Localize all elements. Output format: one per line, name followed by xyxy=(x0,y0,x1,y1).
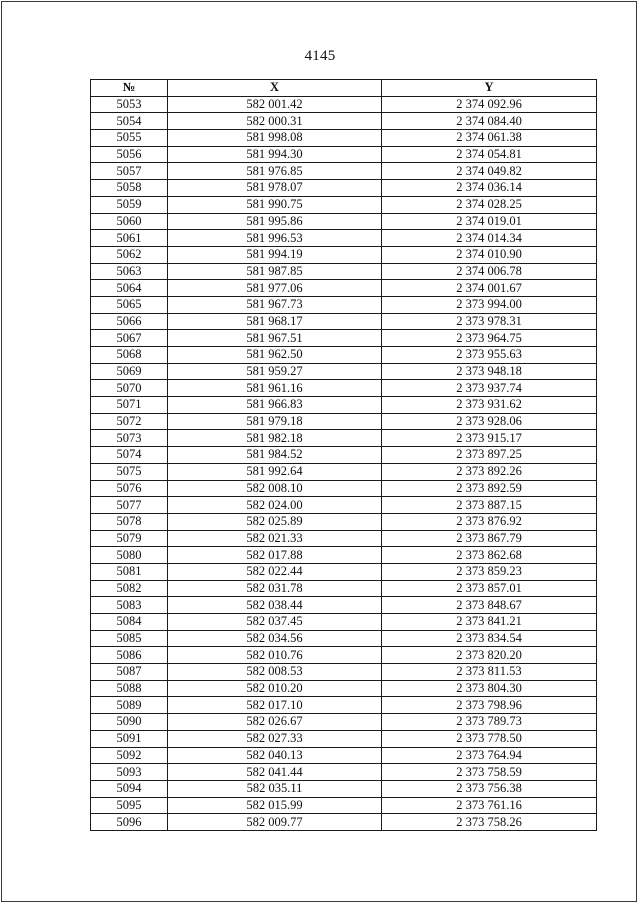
cell-x: 582 022.44 xyxy=(168,563,382,580)
cell-number: 5064 xyxy=(91,280,168,297)
cell-number: 5078 xyxy=(91,513,168,530)
cell-x: 581 967.73 xyxy=(168,296,382,313)
table-row xyxy=(91,797,597,814)
table-row xyxy=(91,513,597,530)
cell-y: 2 373 798.96 xyxy=(382,697,597,714)
cell-number: 5089 xyxy=(91,697,168,714)
table-row xyxy=(91,463,597,480)
cell-x: 581 994.30 xyxy=(168,146,382,163)
table-row xyxy=(91,647,597,664)
cell-y: 2 373 892.59 xyxy=(382,480,597,497)
cell-x: 582 034.56 xyxy=(168,630,382,647)
cell-number: 5082 xyxy=(91,580,168,597)
table-row xyxy=(91,313,597,330)
table-row xyxy=(91,547,597,564)
cell-y: 2 373 892.26 xyxy=(382,463,597,480)
cell-x: 582 027.33 xyxy=(168,730,382,747)
cell-y: 2 373 937.74 xyxy=(382,380,597,397)
cell-y: 2 373 789.73 xyxy=(382,714,597,731)
table-row xyxy=(91,230,597,247)
table-row xyxy=(91,814,597,831)
table-row xyxy=(91,397,597,414)
cell-number: 5091 xyxy=(91,730,168,747)
cell-x: 582 040.13 xyxy=(168,747,382,764)
cell-x: 582 024.00 xyxy=(168,497,382,514)
table-row xyxy=(91,347,597,364)
cell-number: 5093 xyxy=(91,764,168,781)
table-row xyxy=(91,296,597,313)
cell-number: 5061 xyxy=(91,230,168,247)
table-row xyxy=(91,163,597,180)
cell-x: 582 017.10 xyxy=(168,697,382,714)
cell-number: 5068 xyxy=(91,347,168,364)
cell-number: 5092 xyxy=(91,747,168,764)
cell-y: 2 373 867.79 xyxy=(382,530,597,547)
table-row xyxy=(91,447,597,464)
cell-y: 2 374 084.40 xyxy=(382,113,597,130)
cell-number: 5088 xyxy=(91,680,168,697)
cell-y: 2 373 964.75 xyxy=(382,330,597,347)
cell-x: 582 037.45 xyxy=(168,614,382,631)
cell-x: 582 025.89 xyxy=(168,513,382,530)
header-y: Y xyxy=(382,80,597,97)
cell-number: 5095 xyxy=(91,797,168,814)
cell-number: 5081 xyxy=(91,563,168,580)
page-number: 4145 xyxy=(304,48,336,64)
cell-y: 2 373 994.00 xyxy=(382,296,597,313)
coordinates-table xyxy=(90,79,597,831)
cell-x: 581 959.27 xyxy=(168,363,382,380)
cell-y: 2 373 841.21 xyxy=(382,614,597,631)
cell-x: 581 995.86 xyxy=(168,213,382,230)
cell-number: 5086 xyxy=(91,647,168,664)
table-row xyxy=(91,146,597,163)
cell-number: 5054 xyxy=(91,113,168,130)
cell-x: 581 966.83 xyxy=(168,397,382,414)
cell-y: 2 373 859.23 xyxy=(382,563,597,580)
table-body xyxy=(91,96,597,830)
cell-x: 582 010.20 xyxy=(168,680,382,697)
cell-number: 5096 xyxy=(91,814,168,831)
table-row xyxy=(91,480,597,497)
cell-x: 581 967.51 xyxy=(168,330,382,347)
table-row xyxy=(91,280,597,297)
cell-y: 2 373 931.62 xyxy=(382,397,597,414)
table-row xyxy=(91,580,597,597)
cell-x: 581 979.18 xyxy=(168,413,382,430)
cell-x: 581 962.50 xyxy=(168,347,382,364)
cell-x: 582 000.31 xyxy=(168,113,382,130)
table-row xyxy=(91,180,597,197)
cell-y: 2 373 857.01 xyxy=(382,580,597,597)
cell-y: 2 373 848.67 xyxy=(382,597,597,614)
cell-number: 5071 xyxy=(91,397,168,414)
header-x: X xyxy=(168,80,382,97)
cell-x: 582 008.53 xyxy=(168,664,382,681)
cell-y: 2 373 820.20 xyxy=(382,647,597,664)
cell-number: 5060 xyxy=(91,213,168,230)
table-row xyxy=(91,664,597,681)
cell-y: 2 374 054.81 xyxy=(382,146,597,163)
cell-x: 582 035.11 xyxy=(168,780,382,797)
cell-number: 5069 xyxy=(91,363,168,380)
cell-x: 581 984.52 xyxy=(168,447,382,464)
cell-x: 581 976.85 xyxy=(168,163,382,180)
cell-y: 2 374 019.01 xyxy=(382,213,597,230)
cell-number: 5053 xyxy=(91,96,168,113)
cell-number: 5090 xyxy=(91,714,168,731)
table-row xyxy=(91,130,597,147)
cell-number: 5084 xyxy=(91,614,168,631)
cell-x: 582 038.44 xyxy=(168,597,382,614)
cell-number: 5072 xyxy=(91,413,168,430)
header-number: № xyxy=(91,80,168,97)
cell-y: 2 373 764.94 xyxy=(382,747,597,764)
cell-x: 581 982.18 xyxy=(168,430,382,447)
cell-x: 581 978.07 xyxy=(168,180,382,197)
table-row xyxy=(91,630,597,647)
cell-number: 5077 xyxy=(91,497,168,514)
table-row xyxy=(91,614,597,631)
cell-number: 5067 xyxy=(91,330,168,347)
cell-y: 2 374 036.14 xyxy=(382,180,597,197)
cell-y: 2 373 978.31 xyxy=(382,313,597,330)
cell-number: 5055 xyxy=(91,130,168,147)
cell-number: 5087 xyxy=(91,664,168,681)
cell-x: 582 008.10 xyxy=(168,480,382,497)
table-row xyxy=(91,363,597,380)
cell-y: 2 374 092.96 xyxy=(382,96,597,113)
table-row xyxy=(91,330,597,347)
cell-y: 2 374 014.34 xyxy=(382,230,597,247)
cell-number: 5080 xyxy=(91,547,168,564)
cell-x: 581 987.85 xyxy=(168,263,382,280)
cell-number: 5094 xyxy=(91,780,168,797)
cell-number: 5056 xyxy=(91,146,168,163)
table-row xyxy=(91,730,597,747)
cell-y: 2 373 928.06 xyxy=(382,413,597,430)
cell-y: 2 373 955.63 xyxy=(382,347,597,364)
cell-y: 2 373 915.17 xyxy=(382,430,597,447)
cell-y: 2 373 862.68 xyxy=(382,547,597,564)
cell-number: 5076 xyxy=(91,480,168,497)
cell-number: 5058 xyxy=(91,180,168,197)
table-row xyxy=(91,430,597,447)
cell-y: 2 373 834.54 xyxy=(382,630,597,647)
table-row xyxy=(91,764,597,781)
cell-x: 582 026.67 xyxy=(168,714,382,731)
cell-x: 581 968.17 xyxy=(168,313,382,330)
cell-number: 5065 xyxy=(91,296,168,313)
cell-number: 5074 xyxy=(91,447,168,464)
cell-x: 582 017.88 xyxy=(168,547,382,564)
cell-number: 5062 xyxy=(91,246,168,263)
cell-number: 5066 xyxy=(91,313,168,330)
cell-x: 582 031.78 xyxy=(168,580,382,597)
cell-x: 582 001.42 xyxy=(168,96,382,113)
cell-x: 582 010.76 xyxy=(168,647,382,664)
table-row xyxy=(91,380,597,397)
table-row xyxy=(91,530,597,547)
cell-y: 2 374 049.82 xyxy=(382,163,597,180)
cell-number: 5063 xyxy=(91,263,168,280)
cell-y: 2 373 887.15 xyxy=(382,497,597,514)
cell-x: 582 041.44 xyxy=(168,764,382,781)
cell-x: 581 996.53 xyxy=(168,230,382,247)
cell-y: 2 373 897.25 xyxy=(382,447,597,464)
table-row xyxy=(91,413,597,430)
table-row xyxy=(91,263,597,280)
cell-y: 2 374 028.25 xyxy=(382,196,597,213)
cell-x: 582 015.99 xyxy=(168,797,382,814)
cell-x: 581 998.08 xyxy=(168,130,382,147)
table-row xyxy=(91,597,597,614)
cell-x: 581 992.64 xyxy=(168,463,382,480)
cell-number: 5079 xyxy=(91,530,168,547)
table-header-row xyxy=(91,80,597,97)
cell-y: 2 373 756.38 xyxy=(382,780,597,797)
table-row xyxy=(91,680,597,697)
cell-y: 2 373 778.50 xyxy=(382,730,597,747)
cell-y: 2 374 061.38 xyxy=(382,130,597,147)
cell-number: 5075 xyxy=(91,463,168,480)
cell-number: 5070 xyxy=(91,380,168,397)
table-row xyxy=(91,747,597,764)
cell-y: 2 373 804.30 xyxy=(382,680,597,697)
table-row xyxy=(91,246,597,263)
table-row xyxy=(91,113,597,130)
table-row xyxy=(91,697,597,714)
cell-y: 2 373 948.18 xyxy=(382,363,597,380)
cell-number: 5085 xyxy=(91,630,168,647)
cell-x: 582 009.77 xyxy=(168,814,382,831)
cell-y: 2 373 758.26 xyxy=(382,814,597,831)
cell-y: 2 373 876.92 xyxy=(382,513,597,530)
cell-y: 2 373 758.59 xyxy=(382,764,597,781)
cell-number: 5059 xyxy=(91,196,168,213)
table-row xyxy=(91,213,597,230)
cell-number: 5057 xyxy=(91,163,168,180)
table-row xyxy=(91,563,597,580)
cell-number: 5073 xyxy=(91,430,168,447)
cell-x: 581 994.19 xyxy=(168,246,382,263)
table-row xyxy=(91,96,597,113)
table-row xyxy=(91,497,597,514)
cell-x: 581 990.75 xyxy=(168,196,382,213)
cell-number: 5083 xyxy=(91,597,168,614)
table-row xyxy=(91,780,597,797)
cell-y: 2 373 811.53 xyxy=(382,664,597,681)
table-row xyxy=(91,714,597,731)
cell-x: 581 961.16 xyxy=(168,380,382,397)
cell-y: 2 374 006.78 xyxy=(382,263,597,280)
cell-y: 2 374 001.67 xyxy=(382,280,597,297)
cell-y: 2 373 761.16 xyxy=(382,797,597,814)
table-row xyxy=(91,196,597,213)
cell-y: 2 374 010.90 xyxy=(382,246,597,263)
cell-x: 581 977.06 xyxy=(168,280,382,297)
cell-x: 582 021.33 xyxy=(168,530,382,547)
